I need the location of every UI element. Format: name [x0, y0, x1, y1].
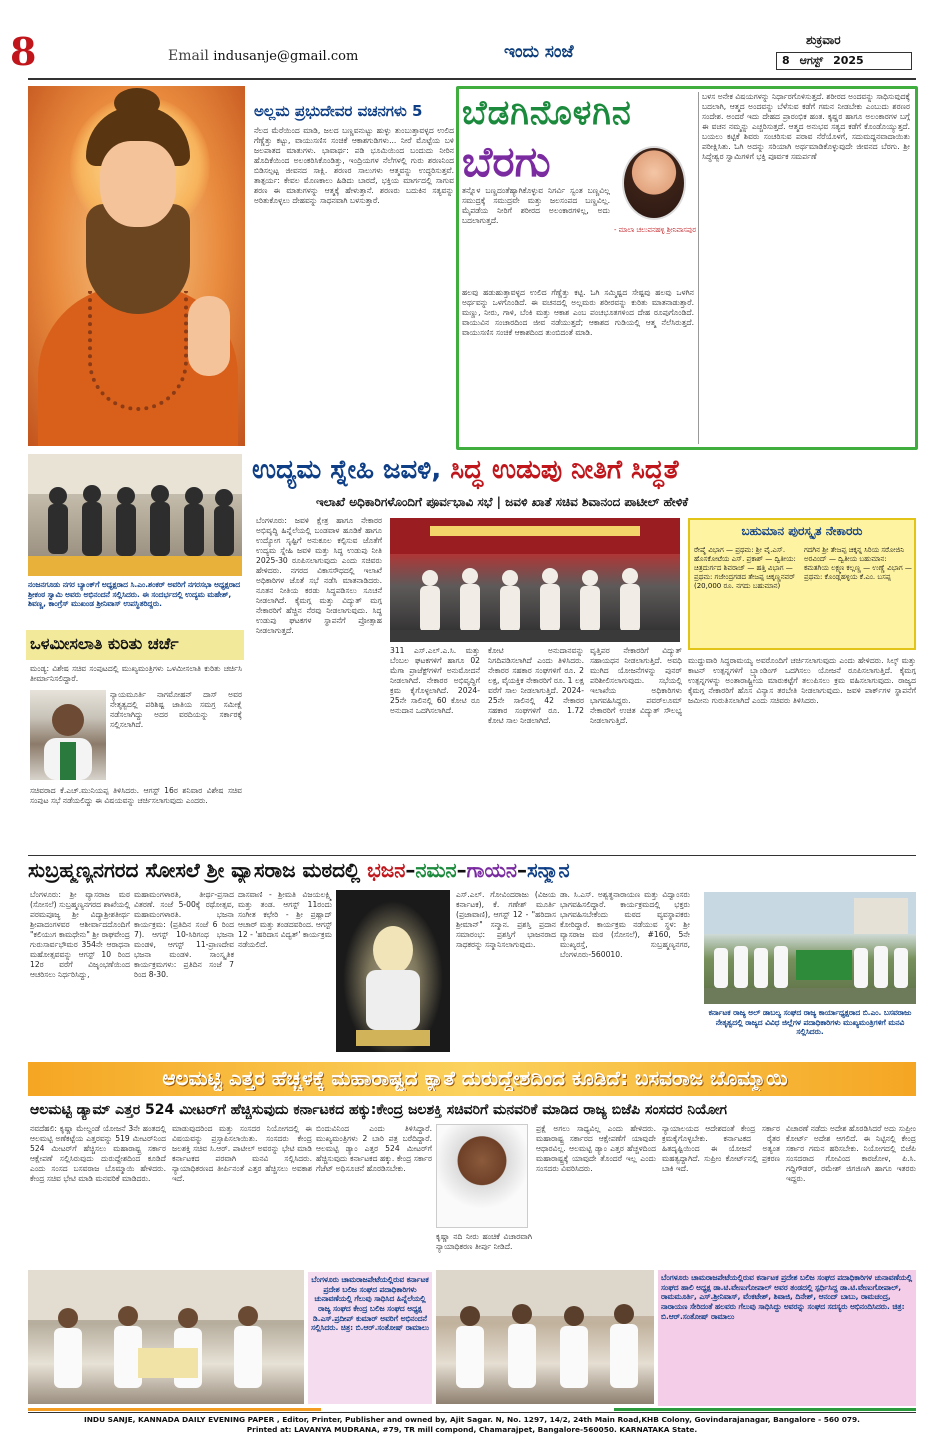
textile-body-e: ಮುದ್ದುವಾರಿ ಸಿದ್ಧರಾಮಯ್ಯ ಅವರೊಂದಿಗೆ ಚರ್ಚಿಸಲಾಗುವುದು ಎಂದು ಹೇಳಿದರು. ಸಿಲ್ಕ್ ಮತ್ತು ಕಾಟನ್ ಉತ್ಪನ್ನಗಳಿಗೆ ಬ್ರ್ಯಾಂಡಿಂಗ್ ಒದಗಿಸಲು ಯೋಜನೆ ರೂಪಿಸಲಾಗುತ್ತಿದೆ. ಕೈಮಗ್ಗ ಉತ್ಪನ್ನಗಳನ್ನು ಅಂತಾರಾಷ್ಟ್ರೀಯ ಮಾರುಕಟ್ಟೆಗೆ ತಲುಪಿಸಲು ಕ್ರಮ ವಹಿಸಲಾಗುವುದು. ರಾಜ್ಯದ ಕೈಮಗ್ಗ ನೇಕಾರರಿಗೆ ಹೊಸ ವಿನ್ಯಾಸ ತರಬೇತಿ ನೀಡಲಾಗುವುದು. ಜವಳಿ ಪಾರ್ಕ್‌ಗಳ ಸ್ಥಾಪನೆಗೆ ಜಮೀನು ಗುರುತಿಸಲಾಗಿದೆ ಎಂದು ಸಚಿವರು ತಿಳಿಸಿದರು.: [688, 656, 916, 706]
raghavendra-idol-photo: [336, 890, 450, 1052]
bommai-portrait: [436, 1124, 528, 1228]
protest-photo-caption: ಕರ್ನಾಟಕ ರಾಜ್ಯ ಅಲ್ ಡಾಬಲ್ಯ ಸಂಘದ ರಾಜ್ಯ ಕಾರ್ಯಾಧ್ಯಕ್ಷರಾದ ಬಿ.ಎಂ. ಬಸವರಾಜು ನೇತೃತ್ವದಲ್ಲಿ ರಾಜ್ಯದ ವಿವಿಧ ಜಿಲ್ಲೆಗಳ ಪದಾಧಿಕಾರಿಗಳು ಮುಖ್ಯಮಂತ್ರಿಗಳಿಗೆ ಮನವಿ ಸಲ್ಲಿಸಿದರು.: [708, 1008, 912, 1037]
almatti-body-c: ಬಿಂದುವಿನಿಂದ ಎಂದು ತಿಳಿಸಿದ್ದಾರೆ. ಮುಖ್ಯಮಂತ್ರಿಗಳು 2 ಬಾರಿ ಪತ್ರ ಬರೆದಿದ್ದಾರೆ. ಆಲಮಟ್ಟಿ ಡ್ಯಾಂ ಎತ್ತರ 524 ಮೀಟರ್‌ಗೆ ಹೆಚ್ಚಿಸುವುದು ಕರ್ನಾಟಕದ ಹಕ್ಕು. ಕೇಂದ್ರ ಸರ್ಕಾರ ಗೆಜೆಟ್ ಅಧಿಸೂಚನೆ ಹೊರಡಿಸಬೇಕು.: [316, 1124, 432, 1174]
headline-part-b: ಸಿದ್ಧ ಉಡುಪು ನೀತಿಗೆ ಸಿದ್ಧತೆ: [441, 455, 679, 485]
headline-namana: ನಮನ: [415, 858, 457, 882]
balija-caption-2: ಬೆಂಗಳೂರು ಚಾಮರಾಜಪೇಟೆಯಲ್ಲಿರುವ ಕರ್ನಾಟಕ ಪ್ರದೇಶ ಬಲಿಜ ಸಂಘದ ಪದಾಧಿಕಾರಿಗಳ ಚುನಾವಣೆಯಲ್ಲಿ ಸಂಘದ ಹಾಲಿ ಅಧ್ಯಕ್ಷ ಡಾ.ಟಿ.ವೇಣುಗೋಪಾಲ್ ಅವರ ತಂಡದಲ್ಲಿ ಸ್ಪರ್ಧಿಸಿದ್ದ ಡಾ.ಟಿ.ವೇಣುಗೋಪಾಲ್, ರಾಮಮೂರ್ತಿ, ಎಸ್.ಶ್ರೀನಿವಾಸ್, ವೆಂಕಟೇಶ್, ಶಿವಾಜಿ, ದಿನೇಶ್, ಆನಂದ್ ಬಾಬು, ರಾಮಚಂದ್ರ, ನಾರಾಯಣ ಸೇರಿದಂತೆ ಹಲವರು ಗೆಲುವು ಸಾಧಿಸಿದ್ದು ಅವರನ್ನು ಸಂಘದ ಸದಸ್ಯರು ಅಭಿನಂದಿಸಿದರು. ಚಿತ್ರ: ಬಿ.ಆರ್.ಸಂತೋಷ್ ರಾಮಾಲು: [658, 1270, 916, 1406]
felicitation-figures-1: [28, 1270, 304, 1404]
almatti-subhead: ಆಲಮಟ್ಟಿ ಡ್ಯಾಮ್ ಎತ್ತರ 524 ಮೀಟರ್‌ಗೆ ಹೆಚ್ಚಿಸುವುದು ಕರ್ನಾಟಕದ ಹಕ್ಕು:ಕೇಂದ್ರ ಜಲಶಕ್ತಿ ಸಚಿವರಿಗೆ ಮನವರಿಕೆ ಮಾಡಿದ ರಾಜ್ಯ ಬಿಜೆಪಿ ಸಂಸದರ ನಿಯೋಗ: [30, 1102, 727, 1118]
column-title-1: ಬೆಡಗಿನೊಳಗಿನ: [462, 93, 632, 133]
headline-sanmana: ಸನ್ಮಾನ: [527, 858, 570, 882]
date-year: 2025: [833, 54, 864, 68]
bank-felicitation-photo: [28, 454, 242, 576]
headline-part-a: ಉದ್ಯಮ ಸ್ನೇಹಿ ಜವಳಿ,: [252, 455, 442, 485]
imprint-footer: [28, 1412, 916, 1435]
vachana-title: ಅಲ್ಲಮ ಪ್ರಭುದೇವರ ವಚನಗಳು 5: [254, 102, 423, 120]
vachana-body: ನೆಲದ ಮೆರೆಯಿಂದ ಮಾಡಿ, ಜಲದ ಬಣ್ಣವನುಟ್ಟು ಹುಳ್ಳು ತುಂಬುತ್ತಾವಳ್ಳದ ಉಲಿದ ಗೆಣ್ಣೆತ್ತು ಕಟ್ಟು, ವಾಯುಸಣಿಸ ಸಂಚಿಕೆ ಆಕಾಶಗುಡಿಗಳು... ನೀರೆ ಮೊಟ್ಟೆಯ ಬಳಿ ಜಲಪಾತದ ಮಾತುಗಳು. ಭಾವಾರ್ಥ: ಪಡಿ ಭೂಮಿಯಿಂದ ಬಂದುದು ನೀರಿನ ಹೊದಿಕೆಯಿಂದ ಅಲಂಕರಿಸಿಕೊಂಡಿತ್ತು, ಇಂದ್ರಿಯಗಳ ನೆಲೆಗಳಲ್ಲಿ ಗುರು ಶರಣನಿಂದ ಬಿಡಿಸಲ್ಪಟ್ಟ ಜೀವನದ ಸಾಕ್ಷಿ. ಶರಣರ ಸಾಲುಗಳು ಆತ್ಮವನ್ನು ಉದ್ಧರಿಸುತ್ತವೆ. ತಾತ್ಪರ್ಯ: ಕೇವಲ ಮೊಣಕಾಲು ಹಿಡಿದು ಬಾರದೆ, ಭಕ್ತಿಯ ಮಾರ್ಗದಲ್ಲಿ ಸಾಗುವ ಶರಣ ಈ ಮಾತುಗಳನ್ನು ಆತ್ಮಕ್ಕೆ ಹೇಳುತ್ತಾನೆ. ಶರಣರು ಬದುಕಿನ ಸತ್ಯವನ್ನು ಅರಿತುಕೊಳ್ಳಲು ದೇಹವನ್ನು ಸಾಧನವಾಗಿ ಬಳಸುತ್ತಾರೆ.: [254, 126, 454, 206]
headline-main: ಸುಬ್ರಹ್ಮಣ್ಯನಗರದ ಸೋಸಲೆ ಶ್ರೀ ವ್ಯಾಸರಾಜ ಮಠದಲ್ಲಿ: [28, 858, 368, 882]
author-name: - ಮಾಲಾ ಚಲುವನಹಳ್ಳಿ ಶ್ರೀನಿವಾಸಪುರ: [613, 226, 697, 234]
textile-body-a: ಬೆಂಗಳೂರು: ಜವಳಿ ಕ್ಷೇತ್ರ ಹಾಗೂ ನೇಕಾರರ ಅಭಿವೃದ್ಧಿ ಹಿನ್ನೆಲೆಯಲ್ಲಿ ಬಂಡವಾಳ ಹೂಡಿಕೆ ಹಾಗೂ ಉದ್ಯೋಗ ಸೃಷ್ಟಿಗೆ ಅನುಕೂಲ ಕಲ್ಪಿಸುವ ಜೊತೆಗೆ ಉದ್ಯಮ ಸ್ನೇಹಿ ಜವಳಿ ಮತ್ತು ಸಿದ್ಧ ಉಡುಪು ನೀತಿ 2025-30 ರೂಪಿಸಲಾಗುವುದು ಎಂದು ಸಚಿವರು ಹೇಳಿದರು. ನಗರದ ವಿಕಾಸಸೌಧದಲ್ಲಿ ಇಲಾಖೆ ಅಧಿಕಾರಿಗಳ ಜೊತೆ ಸಭೆ ನಡೆಸಿ ಮಾತನಾಡಿದರು. ನೂತನ ನೀತಿಯ ಕರಡು ಸಿದ್ಧಪಡಿಸಲು ಸೂಚನೆ ನೀಡಲಾಗಿದೆ. ಕೈಮಗ್ಗ ಮತ್ತು ವಿದ್ಯುತ್ ಮಗ್ಗ ನೇಕಾರರಿಗೆ ಹೆಚ್ಚಿನ ನೆರವು ನೀಡಲಾಗುವುದು. ಸಿದ್ಧ ಉಡುಪು ಘಟಕಗಳ ಸ್ಥಾಪನೆಗೆ ಪ್ರೋತ್ಸಾಹ ನೀಡಲಾಗುತ್ತದೆ.: [256, 516, 382, 636]
minister-portrait: [30, 690, 106, 780]
blessing-hand-shape: [188, 296, 230, 376]
textile-body-c: ಕೋಟಿ ಅನುದಾನವನ್ನು ನಿಗದಿಪಡಿಸಲಾಗಿದೆ ಎಂದು ತಿಳಿಸಿದರು. ನೇಕಾರರ ಸಹಕಾರ ಸಂಘಗಳಿಗೆ ರೂ. 2 ಲಕ್ಷ, ವೈಯಕ್ತಿಕ ನೇಕಾರರಿಗೆ ರೂ. 1 ಲಕ್ಷ ವರೆಗೆ ಸಾಲ ನೀಡಲಾಗುತ್ತಿದೆ. 2024-25ನೇ ಸಾಲಿನಲ್ಲಿ 42 ನೇಕಾರರ ಸಹಕಾರ ಸಂಘಗಳಿಗೆ ರೂ. 1.72 ಕೋಟಿ ಸಾಲ ನೀಡಲಾಗಿದೆ.: [488, 646, 584, 726]
reservation-body-a: ಮಂಡ್ಯ: ವಿಶೇಷ ಸಚಿವ ಸಂಪುಟದಲ್ಲಿ ಮುಖ್ಯಮಂತ್ರಿಗಳು ಒಳಮೀಸಲಾತಿ ಕುರಿತು ಚರ್ಚಿಸಿ ತೀರ್ಮಾನಿಸಲಿದ್ದಾರೆ.: [30, 664, 242, 684]
protest-group-figures: [704, 892, 916, 1004]
reservation-body-b: ನ್ಯಾಯಮೂರ್ತಿ ನಾಗಮೋಹನ್ ದಾಸ್ ಅವರ ನೇತೃತ್ವದಲ್ಲಿ ಪರಿಶಿಷ್ಟ ಜಾತಿಯ ಸಮಗ್ರ ಸಮೀಕ್ಷೆ ನಡೆಸಲಾಗಿದ್ದು ಅದರ ವರದಿಯನ್ನು ಸರ್ಕಾರಕ್ಕೆ ಸಲ್ಲಿಸಲಾಗಿದೆ.: [110, 690, 242, 730]
association-protest-photo: [704, 892, 916, 1004]
vyasaraja-body-c: ದಾಸವಾಣಿ - ಶ್ರೀಮತಿ ವಿಜಯಲಕ್ಷ್ಮಿ ಮತ್ತು ತಂಡ. ಆಗಸ್ಟ್ 11ರಂದು ಸಂಗೀತ ಕಛೇರಿ - ಶ್ರೀ ಪ್ರಹ್ಲಾದ್ ಆಚಾರ್ ಮತ್ತು ತಂಡದವರಿಂದ. ಆಗಸ್ಟ್ 12 - 'ಹರಿದಾಸ ವಿದ್ವತ್' ಕಾರ್ಯಕ್ರಮ ನಡೆಯಲಿದೆ.: [238, 890, 332, 950]
column-body-b: ಹಲವು ಹಡುಹುತ್ತಾವಳ್ಳದ ಉಲಿದ ಗೆಣ್ಣೆತ್ತು ಕಟ್ಟಿ. ಓಗಿ ಸಮ್ಮಿಷ್ಟದ ಸೇಷ್ಟವು ಹಲವು ಒಳಗಿನ ಅರ್ಥವನ್ನು ಒಳಗೊಂಡಿದೆ. ಈ ವಚನದಲ್ಲಿ ಅಲ್ಲಮರು ಶರೀರವನ್ನು ಕುರಿತು ಮಾತನಾಡುತ್ತಾರೆ. ಮಣ್ಣು, ನೀರು, ಗಾಳಿ, ಬೆಂಕಿ ಮತ್ತು ಆಕಾಶ ಎಂಬ ಪಂಚಭೂತಗಳಿಂದ ದೇಹ ರೂಪುಗೊಂಡಿದೆ. ವಾಯುವಿನ ಸಂಚಾರದಿಂದ ಜೀವ ನಡೆಯುತ್ತದೆ; ಆಕಾಶದ ಗುಡಿಯಲ್ಲಿ ಆತ್ಮ ನೆಲೆಸಿರುತ್ತದೆ. ವಾಯುಸಣಿಸ ಸಂಚಿಕೆ ಆಕಾಶದಿಂದ ತುಂಬಿದಂತೆ ಮಾಡಿ.: [462, 288, 694, 338]
textile-policy-subhead: ಇಲಾಖೆ ಅಧಿಕಾರಿಗಳೊಂದಿಗೆ ಪೂರ್ವಭಾವಿ ಸಭೆ | ಜವಳಿ ಖಾತೆ ಸಚಿವ ಶಿವಾನಂದ ಪಾಟೀಲ್ ಹೇಳಿಕೆ: [316, 495, 689, 509]
column-title-2: ಬೆರಗು: [462, 137, 551, 186]
stage-figures: [390, 518, 680, 642]
email-label: Email: [168, 48, 209, 64]
reservation-body-c: ಸಚಿವರಾದ ಕೆ.ಎಚ್.ಮುನಿಯಪ್ಪ ತಿಳಿಸಿದರು. ಆಗಸ್ಟ್ 16ರ ಶನಿವಾರ ವಿಶೇಷ ಸಚಿವ ಸಂಪುಟ ಸಭೆ ನಡೆಯಲಿದ್ದು ಈ ವಿಷಯವನ್ನು ಚರ್ಚಿಸಲಾಗುವುದು ಎಂದರು.: [30, 786, 242, 806]
idol-shape: [336, 890, 450, 1052]
almatti-body-g: ವಿಚಾರಣೆ ನಡೆದು ಅದೇಶ ಹೊರಡಿಸಿದರೆ ಅದು ಸುಪ್ರೀಂ ಕೋರ್ಟ್ ಅದೇಶ ಆಗಲಿದೆ. ಈ ನಿಟ್ಟಿನಲ್ಲಿ ಕೇಂದ್ರ ಸರ್ಕಾರ ಗಮನ ಹರಿಸಬೇಕು. ನಿಯೋಗದಲ್ಲಿ ಬಿಜೆಪಿ ಸಂಸದರಾದ ಗೋವಿಂದ ಕಾರಜೋಳ, ಪಿ.ಸಿ. ಗದ್ದಿಗೌಡರ್, ರಮೇಶ್ ಜಿಗಜಿಣಗಿ ಹಾಗೂ ಇತರರು ಇದ್ದರು.: [786, 1124, 916, 1184]
almatti-body-b: ಮಾಡುವುದರಿಂದ ಮತ್ತು ಸಂಸದರ ನಿಯೋಗದಲ್ಲಿ ಈ ವಿಷಯವನ್ನು ಪ್ರಸ್ತಾಪಿಸಲಾಯಿತು. ಸಂಸದರು ಕೇಂದ್ರ ಜಲಶಕ್ತಿ ಸಚಿವ ಸಿ.ಆರ್. ಪಾಟೀಲ್ ಅವರನ್ನು ಭೇಟಿ ಮಾಡಿ ಕರ್ನಾಟಕದ ಪರವಾಗಿ ಮನವಿ ಸಲ್ಲಿಸಿದರು. ನ್ಯಾಯಾಧಿಕರಣದ ತೀರ್ಪಿನಂತೆ ಎತ್ತರ ಹೆಚ್ಚಿಸಲು ಅವಕಾಶ ಇದೆ.: [172, 1124, 312, 1184]
face-shape: [100, 141, 176, 227]
date-month: ಆಗಸ್ಟ್: [799, 54, 824, 68]
vyasaraja-body-d: ಎಸ್.ಎಲ್. ಗೋವಿಂದರಾಜು (ವಿಜಯ ಕರ್ನಾಟಕ), ಕೆ. ಗಣೇಶ್ ಮೂರ್ತಿ (ಪ್ರಜಾವಾಣಿ), ಆಗಸ್ಟ್ 12 - "ಹರಿದಾಸ ಶ್ರೀಮಾನ್" ಸನ್ಮಾನ. ಪ್ರಶಸ್ತಿ ಪ್ರದಾನ ಸಮಾರಂಭ: ಪ್ರಶಸ್ತಿಗೆ ಭಾಜನರಾದ ಸಾಧಕರನ್ನು ಸನ್ಮಾನಿಸಲಾಗುವುದು.: [456, 890, 556, 950]
almatti-body-a: ನವದೆಹಲಿ: ಕೃಷ್ಣಾ ಮೇಲ್ದಂಡೆ ಯೋಜನೆ 3ನೇ ಹಂತದಲ್ಲಿ ಆಲಮಟ್ಟಿ ಅಣೆಕಟ್ಟೆಯ ಎತ್ತರವನ್ನು 519 ಮೀಟರ್‌ನಿಂದ 524 ಮೀಟರ್‌ಗೆ ಹೆಚ್ಚಿಸಲು ಮಹಾರಾಷ್ಟ್ರ ಸರ್ಕಾರ ಆಕ್ಷೇಪಣೆ ಸಲ್ಲಿಸಿರುವುದು ದುರುದ್ದೇಶದಿಂದ ಕೂಡಿದೆ ಎಂದು ಸಂಸದ ಬಸವರಾಜ ಬೊಮ್ಮಾಯಿ ಹೇಳಿದರು. ಕೇಂದ್ರ ಸಚಿವ ಭೇಟಿ ಮಾಡಿ ಮನವರಿಕೆ ಮಾಡಿದರು.: [30, 1124, 166, 1184]
group-photo-figures: [28, 454, 242, 576]
vyasaraja-body-b: ಮಹಾಮಂಗಳಾರತಿ, ತೀರ್ಥ-ಪ್ರಸಾದ ವಿತರಣೆ. ಸಂಜೆ 5-00ಕ್ಕೆ ರಥೋತ್ಸವ, ಮಹಾಮಂಗಳಾರತಿ. ಭಜನಾ ಕಾರ್ಯಕ್ರಮ: (ಪ್ರತಿದಿನ ಸಂಜೆ 6 ರಿಂದ 7). ಆಗಸ್ಟ್ 10-ಸಿರಿಗಂಧ ಭಜನಾ ಮಂಡಳಿ, ಆಗಸ್ಟ್ 11-ಪ್ರಾಣದೇವ ಭಜನಾ ಮಂಡಳಿ. ಸಾಂಸ್ಕೃತಿಕ ಕಾರ್ಯಕ್ರಮಗಳು: ಪ್ರತಿದಿನ ಸಂಜೆ 7 ರಿಂದ 8-30.: [134, 890, 234, 980]
felicitation-figures-2: [436, 1270, 654, 1404]
almatti-headline: ಆಲಮಟ್ಟಿ ಎತ್ತರ ಹೆಚ್ಚಳಕ್ಕೆ ಮಹಾರಾಷ್ಟ್ರದ ಕ್ಯಾತೆ ದುರುದ್ದೇಶದಿಂದ ಕೂಡಿದೆ: ಬಸವರಾಜ ಬೊಮ್ಮಾಯಿ: [162, 1066, 788, 1090]
allama-prabhu-painting: [28, 86, 245, 446]
date-box: [776, 52, 912, 70]
masthead-rule: [28, 78, 916, 80]
award-ceremony-photo: [390, 518, 680, 642]
date-day: 8: [782, 54, 790, 68]
email-address[interactable]: indusanje@gmail.com: [213, 49, 359, 64]
section-rule: [28, 855, 916, 856]
award-list-left: ರೇಷ್ಮೆ ವಿಭಾಗ — ಪ್ರಥಮ: ಶ್ರೀ ವೈ.ಎಸ್. ಹೊಸಕೋಟೆಯ ಎಸ್. ಪ್ರಕಾಶ್ — ದ್ವಿತೀಯ: ಚಿತ್ರದುರ್ಗದ ಶಿವರಾಜ್ — ಹತ್ತಿ ವಿಭಾಗ — ಪ್ರಥಮ: ಗಜೇಂದ್ರಗಡದ ತೇಜಪ್ಪ ಚಿಕ್ಕಣ್ಣನವರ್ (20,000 ರೂ. ನಗದು ಬಹುಮಾನ): [694, 546, 796, 590]
brand-logo: ಇಂದು ಸಂಜೆ: [504, 42, 574, 62]
column-divider: [698, 92, 699, 444]
vyasaraja-body-a: ಬೆಂಗಳೂರು: ಶ್ರೀ ವ್ಯಾಸರಾಜ ಮಠ (ಸೋಸಲೆ) ಸುಬ್ರಹ್ಮಣ್ಯನಗರದ ಶಾಖೆಯಲ್ಲಿ ಪರಮಪೂಜ್ಯ ಶ್ರೀ ವಿದ್ಯಾಶ್ರೀಶತೀರ್ಥ ಶ್ರೀಪಾದಂಗಳವರ ಆಶೀರ್ವಾದದೊಂದಿಗೆ "ಕಲಿಯುಗ ಕಾಮಧೇನು" ಶ್ರೀ ರಾಘವೇಂದ್ರ ಗುರುಸಾರ್ವಭೌಮರ 354ನೇ ಆರಾಧನಾ ಮಹೋತ್ಸವವನ್ನು ಆಗಸ್ಟ್ 10 ರಿಂದ 12ರ ವರೆಗೆ ವಿಜೃಂಭಣೆಯಿಂದ ಆಚರಿಸಲು ನಿರ್ಧರಿಸಿದ್ದು,: [30, 890, 130, 980]
award-list-right: ಗದಗಿನ ಶ್ರೀ ತೇಜಪ್ಪ ಚಿಕ್ಕನ್ನ ಸಿರಿಯ ಸರೋಜಿನಿ ಅರವಿಂದ್ — ದ್ವಿತೀಯ ಬಹುಮಾನ: ಕಮತಗಿಯ ಲಕ್ಷ್ಮಣ ಕಲ್ಲಣ್ಣ — ಉಣ್ಣೆ ವಿಭಾಗ — ಪ್ರಥಮ: ಕೊಂಡ್ಲಹಳ್ಳಿಯ ಕೆ.ಎಂ. ಬಸಪ್ಪ: [804, 546, 912, 581]
weekday: ಶುಕ್ರವಾರ: [806, 33, 841, 47]
award-heading: ಬಹುಮಾನ ಪುರಸ್ಕೃತ ನೇಕಾರರು: [741, 524, 863, 538]
author-photo: [622, 146, 686, 220]
tricolor-rule: [28, 1408, 916, 1411]
imprint-line-2: Printed at: LAVANYA MUDRANA, #79, TR mill compond, Chamarajpet, Bangalore-560050. KARNATAKA State.: [246, 1424, 698, 1434]
rudraksha-beads-shape: [88, 291, 188, 411]
headline-gayana: ಗಾಯನ: [466, 858, 518, 882]
almatti-body-d: ಕೃಷ್ಣಾ ನದಿ ನೀರು ಹಂಚಿಕೆ ವಿಚಾರವಾಗಿ ನ್ಯಾಯಾಧಿಕರಣ ತೀರ್ಪು ನೀಡಿದೆ.: [436, 1232, 532, 1252]
almatti-body-e: ಪ್ರಕ್ಷೆ ಅಗಲು ಸಾಧ್ಯವಿಲ್ಲ ಎಂದು ಹೇಳಿದರು. ಮಹಾರಾಷ್ಟ್ರ ಸರ್ಕಾರದ ಆಕ್ಷೇಪಣೆಗೆ ಯಾವುದೇ ಆಧಾರವಿಲ್ಲ. ಆಲಮಟ್ಟಿ ಡ್ಯಾಂ ಎತ್ತರ ಹೆಚ್ಚಳದಿಂದ ಮಹಾರಾಷ್ಟ್ರಕ್ಕೆ ಯಾವುದೇ ತೊಂದರೆ ಇಲ್ಲ ಎಂದು ಸಂಸದರು ವಿವರಿಸಿದರು.: [536, 1124, 656, 1174]
email-line: [168, 48, 358, 66]
portrait-figure: [30, 690, 106, 780]
page-number: 8: [10, 29, 37, 74]
textile-body-b: 311 ಎಸ್.ಎಲ್.ಎ.ಸಿ. ಮತ್ತು ಬೆಂಬಲ ಘಟಕಗಳಿಗೆ ಹಾಗೂ 02 ಮೆಗಾ ಪ್ರಾಜೆಕ್ಟ್‌ಗಳಿಗೆ ಅನುಮೋದನೆ ನೀಡಲಾಗಿದೆ. ನೇಕಾರರ ಅಭಿವೃದ್ಧಿಗೆ ಕ್ರಮ ಕೈಗೊಳ್ಳಲಾಗಿದೆ. 2024-25ನೇ ಸಾಲಿನಲ್ಲಿ 60 ಕೋಟಿ ರೂ ಅನುದಾನ ಒದಗಿಸಲಾಗಿದೆ.: [390, 646, 480, 716]
imprint-line-1: INDU SANJE, KANNADA DAILY EVENING PAPER , Editor, Printer, Publisher and owned by, Ajit Sagar. N, No. 1297, 14/2, 24th Main Road,KHB Colony, Govindarajanagar, Bangalore - 560 079.: [84, 1415, 860, 1424]
column-body-a: ತನ್ನೊಳ ಬಣ್ಣದಂತೆಹ್ಯಾಗಿಕೊಳ್ಳುವ ನಿಗರ್ವಿ ಸ್ವಂತ ಬಣ್ಣವಿಲ್ಲ ಸಮುದ್ರಕ್ಕೆ ಸಮುದ್ರವೇ ಮತ್ತು ಜಲಸಂಪದ ಬಣ್ಣವಿಲ್ಲ. ಮೈಪಡೆಯ ನೀರಿಗೆ ಶರೀರದ ಅಲಂಕಾರಗಳಿಲ್ಲ, ಅದು ಬದಲಾಗುತ್ತದೆ.: [462, 186, 610, 226]
balija-felicitation-photo-2: [436, 1270, 654, 1404]
column-body-c: ಬಳಸ ಅನೇಕ ವಿಷಯಗಳನ್ನು ನಿರ್ಧಾರಗೊಳಿಸುತ್ತದೆ. ಶರೀರದ ಅಂದವನ್ನು ಸಾಧಿಸುವುದಕ್ಕೆ ಬದಲಾಗಿ, ಆತ್ಮದ ಅಂದವನ್ನು ಬೆಳೆಸುವ ಕಡೆಗೆ ಗಮನ ನೀಡಬೇಕು ಎಂಬುದು ಶರಣರ ಸಂದೇಶ. ಅಂದರೆ ಇದು ದೇಹದ ಪ್ರಾರಂಭಿಕ ಹಂತ. ಕೃಷ್ಣರ ಹಾಗೂ ಅಲಂಕಾರಗಳ ಬಗ್ಗೆ ಈ ವಚನ ನಮ್ಮನ್ನು ಎಚ್ಚರಿಸುತ್ತದೆ. ಆತ್ಮದ ಅನುಭವ ಸತ್ಯದ ಕಡೆಗೆ ಕೊಂಡೊಯ್ಯುತ್ತದೆ. ಬಯಲು ಕಟ್ಟಿಕೆ ಶಿವರು ಸಂಚರಿಸುವ ಪರಾವ ನೆರೆಯೊಳಗೆ, ಸದುಮದ್ದನವಾದಾಯಿತು ಪರೀಕ್ಷಿಸಿತು. ಓಗಿ ಅದನ್ನು ಸರಿಯಾಗಿ ಅರ್ಥಮಾಡಿಕೊಳ್ಳುವುದೇ ಜೀವನದ ಬೆರಗು. ಶ್ರೀ ಸಿದ್ಧೇಶ್ವರ ಸ್ವಾಮಿಗಳಿಗೆ ಭಕ್ತಿ ಪೂರ್ವಕ ಸಮರ್ಪಣೆ: [702, 92, 910, 162]
headline-bhajana: ಭಜನ: [367, 858, 406, 882]
vyasaraja-headline: ಸುಬ್ರಹ್ಮಣ್ಯನಗರದ ಸೋಸಲೆ ಶ್ರೀ ವ್ಯಾಸರಾಜ ಮಠದಲ್ಲಿ ಭಜನ–ನಮನ–ಗಾಯನ–ಸನ್ಮಾನ: [28, 858, 570, 882]
textile-policy-headline: [252, 454, 914, 492]
bank-photo-caption: ನಂಜನಗೂಡು ನಗರ ಬ್ಯಾಂಕ್‌ಗೆ ಅಧ್ಯಕ್ಷರಾದ ಸಿ.ಎಂ.ಶಂಕರ್ ಅವರಿಗೆ ನಗರಸಭಾ ಅಧ್ಯಕ್ಷರಾದ ಶ್ರೀಕಂಠ ಸ್ವಾಮಿ ಅವರು ಅಭಿನಂದನೆ ಸಲ್ಲಿಸಿದರು. ಈ ಸಂದರ್ಭದಲ್ಲಿ ಉದ್ಯಮ ಮಹೇಶ್, ಶಿವಣ್ಣ, ಕಾಂಗ್ರೆಸ್ ಮುಖಂಡ ಶ್ರೀನಿವಾಸ್ ಉಪಸ್ಥಿತರಿದ್ದರು.: [28, 580, 241, 609]
balija-felicitation-photo-1: [28, 1270, 304, 1404]
vyasaraja-body-e: ಡಾ. ಸಿ.ಎಸ್. ಅಶ್ವತ್ಥನಾರಾಯಣ ಮತ್ತು ವಿದ್ವಾಂಸರು ಭಾಗವಹಿಸಲಿದ್ದಾರೆ. ಕಾರ್ಯಕ್ರಮದಲ್ಲಿ ಭಕ್ತರು ಭಾಗವಹಿಸಬೇಕೆಂದು ಮಠದ ವ್ಯವಸ್ಥಾಪಕರು ಕೋರಿದ್ದಾರೆ. ಕಾರ್ಯಕ್ರಮ ನಡೆಯುವ ಸ್ಥಳ: ಶ್ರೀ ವ್ಯಾಸರಾಜ ಮಠ (ಸೋಸಲೆ), #160, 5ನೇ ಮುಖ್ಯರಸ್ತೆ, ಸುಬ್ರಹ್ಮಣ್ಯನಗರ, ಬೆಂಗಳೂರು-560010.: [560, 890, 690, 960]
reservation-headline: ಒಳಮೀಸಲಾತಿ ಕುರಿತು ಚರ್ಚೆ: [30, 634, 179, 653]
textile-body-d: ವೃತ್ತಿಪರ ನೇಕಾರರಿಗೆ ವಿದ್ಯುತ್ ಸಹಾಯಧನ ನೀಡಲಾಗುತ್ತಿದೆ. ಅವಧಿ ಮುಗಿದ ಯೋಜನೆಗಳನ್ನು ಪುನರ್ ಪರಿಶೀಲಿಸಲಾಗುವುದು. ಸಭೆಯಲ್ಲಿ ಇಲಾಖೆಯ ಅಧಿಕಾರಿಗಳು ಭಾಗವಹಿಸಿದ್ದರು. ಪವರ್‌ಲೂಮ್ ನೇಕಾರರಿಗೆ ಉಚಿತ ವಿದ್ಯುತ್ ಸೌಲಭ್ಯ ನೀಡಲಾಗುತ್ತಿದೆ.: [590, 646, 682, 726]
almatti-body-f: ನ್ಯಾಯಾಲಯದ ಆದೇಶದಂತೆ ಕೇಂದ್ರ ಸರ್ಕಾರ ಕ್ರಮಕೈಗೊಳ್ಳಬೇಕು. ಕರ್ನಾಟಕದ ರೈತರ ಹಿತದೃಷ್ಟಿಯಿಂದ ಈ ಯೋಜನೆ ಅತ್ಯಂತ ಮಹತ್ವದ್ದಾಗಿದೆ. ಸುಪ್ರೀಂ ಕೋರ್ಟ್‌ನಲ್ಲಿ ಪ್ರಕರಣ ಬಾಕಿ ಇದೆ.: [662, 1124, 780, 1174]
balija-caption-1: ಬೆಂಗಳೂರು ಚಾಮರಾಜಪೇಟೆಯಲ್ಲಿರುವ ಕರ್ನಾಟಕ ಪ್ರದೇಶ ಬಲಿಜ ಸಂಘದ ಪದಾಧಿಕಾರಿಗಳು ಚುನಾವಣೆಯಲ್ಲಿ ಗೆಲುವು ಸಾಧಿಸಿದ ಹಿನ್ನೆಲೆಯಲ್ಲಿ ರಾಜ್ಯ ಸಂಘದ ಕೇಂದ್ರ ಬಲಿಜ ಸಂಘದ ಅಧ್ಯಕ್ಷ ಡಿ.ಎಸ್.ಪ್ರದೀಪ್ ಕುಮಾರ್ ಅವರಿಗೆ ಅಭಿನಂದನೆ ಸಲ್ಲಿಸಿದರು. ಚಿತ್ರ: ಬಿ.ಆರ್.ಸಂತೋಷ್ ರಾಮಾಲು: [308, 1272, 432, 1404]
